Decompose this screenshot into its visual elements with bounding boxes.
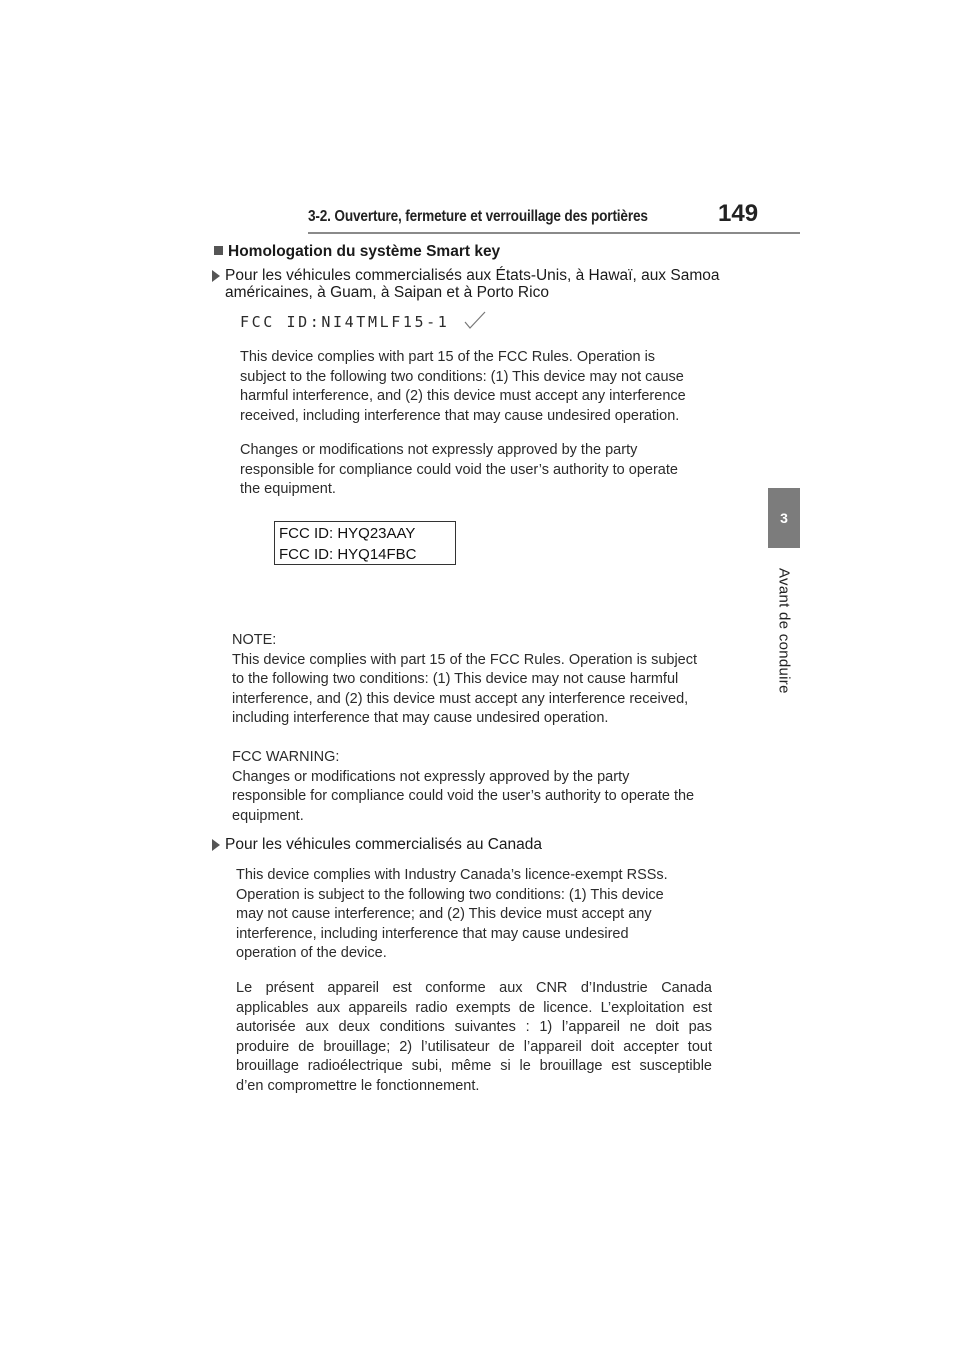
section-heading [214,243,500,261]
note-heading: NOTE: [232,632,277,648]
fcc-note-block [232,631,697,729]
text-line: including interference that may cause undesired operation. [232,710,609,726]
text-line: Le présent appareil est conforme aux CNR d’Industrie Canada [236,980,712,996]
check-mark-icon [462,309,488,331]
section-heading-text: Homologation du système Smart key [228,243,501,260]
chapter-number: 3 [780,510,788,526]
text-line: harmful interference, and (2) this device must accept any interference [240,388,686,404]
text-line: This device complies with Industry Canada’s licence-exempt RSSs. [236,867,668,883]
fcc-id-line: FCC ID: HYQ23AAY [279,525,416,542]
triangle-bullet-icon [212,839,220,851]
fcc-compliance-text [240,348,686,426]
fcc-id-box [274,521,456,565]
text-line: d’en compromettre le fonctionnement. [236,1077,480,1094]
bullet-canada-vehicles [212,836,752,853]
text-line: Changes or modifications not expressly approved by the party [232,768,630,785]
text-line: received, including interference that may cause undesired operation. [240,407,680,424]
text-line: brouillage radioélectrique subi, même si le brouillage est susceptible [236,1058,712,1074]
text-line: produire de brouillage; 2) l’utilisateur de l’appareil doit accepter tout [236,1038,712,1055]
text-line: operation of the device. [236,945,387,961]
text-line: equipment. [232,807,304,824]
text-line: interference, including interference that may cause undesired [236,925,629,942]
fcc-id-line: FCC ID: HYQ14FBC [279,546,417,563]
text-line: Operation is subject to the following two conditions: (1) This device [236,886,664,903]
square-bullet-icon [214,246,223,255]
canada-english-text [236,866,668,964]
text-line: Changes or modifications not expressly approved by the party [240,442,638,458]
chapter-title: Avant de conduire [775,568,793,694]
text-line: applicables aux appareils radio exempts de licence. L’exploitation est [236,999,712,1016]
canada-french-text [236,979,712,1096]
text-line: interference, and (2) this device must accept any interference received, [232,690,689,707]
text-line: the equipment. [240,481,336,497]
text-line: subject to the following two conditions: (1) This device may not cause [240,368,684,385]
text-line: This device complies with part 15 of the FCC Rules. Operation is [240,349,656,365]
text-line: responsible for compliance could void the user’s authority to operate [240,461,678,478]
text-line: autorisée aux deux conditions suivantes : 1) l’appareil ne doit pas [236,1019,712,1035]
text-line: This device complies with part 15 of the FCC Rules. Operation is subject [232,651,698,668]
chapter-label-wrap [768,556,800,706]
text-line: responsible for compliance could void the user’s authority to operate the [232,788,695,804]
header-divider [308,232,800,234]
triangle-bullet-icon [212,270,220,282]
bullet-line: Pour les véhicules commercialisés au Canada [225,836,543,853]
text-line: to the following two conditions: (1) This device may not cause harmful [232,671,679,687]
fcc-warning-block [232,748,694,826]
bullet-us-vehicles [212,267,752,301]
header-section-title: 3-2. Ouverture, fermeture et verrouillage des portières [308,208,648,225]
page-number: 149 [718,200,759,227]
chapter-tab [768,488,800,548]
text-line: may not cause interference; and (2) This device must accept any [236,906,652,922]
bullet-line: Pour les véhicules commercialisés aux États-Unis, à Hawaï, aux Samoa [225,267,720,284]
bullet-line: américaines, à Guam, à Saipan et à Porto Rico [225,284,549,301]
fcc-id-label: FCC ID:NI4TMLF15-1 [240,313,450,331]
fcc-changes-text [240,441,678,500]
warning-heading: FCC WARNING: [232,749,340,765]
